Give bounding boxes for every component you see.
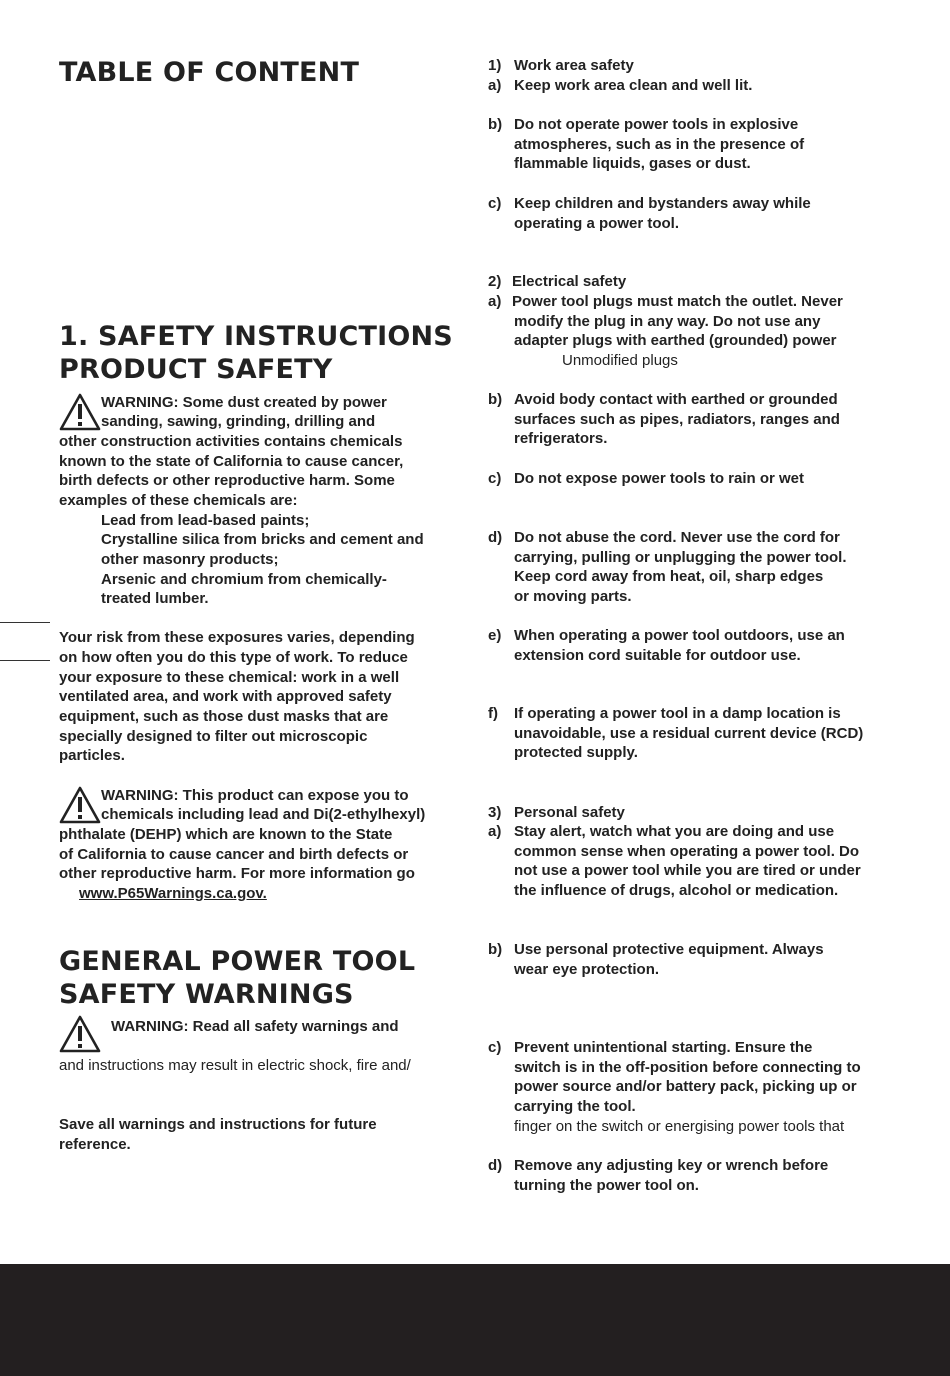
warning2-line4: of California to cause cancer and birth defects or bbox=[59, 846, 409, 863]
warning3-line: WARNING: Read all safety warnings and bbox=[111, 1018, 399, 1035]
warning1-line2: sanding, sawing, grinding, drilling and bbox=[101, 413, 376, 430]
item-text: protected supply. bbox=[514, 744, 638, 762]
warning3-regular: and instructions may result in electric shock, fire and/ bbox=[59, 1057, 411, 1074]
item-text: Use personal protective equipment. Always bbox=[514, 941, 824, 958]
item-label: c) bbox=[488, 1039, 502, 1056]
warning-triangle-icon bbox=[59, 393, 101, 431]
item-text: not use a power tool while you are tired or under bbox=[514, 862, 861, 880]
electrical-item-b bbox=[488, 390, 840, 449]
personal-item-d bbox=[488, 1156, 828, 1195]
save-note-line1: Save all warnings and instructions for future bbox=[59, 1116, 377, 1133]
risk-line6: specially designed to filter out microscopic bbox=[59, 728, 368, 745]
work-area-item-a bbox=[488, 76, 752, 96]
general-title-line1: GENERAL POWER TOOL bbox=[59, 946, 416, 977]
electrical-item-f bbox=[488, 704, 863, 763]
item-text: Avoid body contact with earthed or grounded bbox=[514, 391, 838, 408]
section-heading: Personal safety bbox=[514, 804, 625, 821]
section-number: 3) bbox=[488, 804, 502, 821]
chemical-example-1: Lead from lead-based paints; bbox=[101, 512, 310, 529]
electrical-item-a bbox=[488, 292, 843, 371]
margin-rule-top bbox=[0, 622, 50, 623]
p65-warnings-link[interactable]: www.P65Warnings.ca.gov. bbox=[79, 885, 267, 902]
risk-line7: particles. bbox=[59, 747, 125, 764]
item-label: d) bbox=[488, 1157, 503, 1174]
section-heading: Work area safety bbox=[514, 57, 634, 74]
item-text: extension cord suitable for outdoor use. bbox=[514, 646, 801, 664]
item-text: atmospheres, such as in the presence of bbox=[514, 135, 805, 153]
chemical-example-3: Arsenic and chromium from chemically- bbox=[101, 571, 387, 588]
general-title-line2: SAFETY WARNINGS bbox=[59, 979, 354, 1010]
item-text: Power tool plugs must match the outlet. Never bbox=[512, 293, 843, 310]
item-label: a) bbox=[488, 293, 502, 310]
section-number: 2) bbox=[488, 273, 502, 290]
item-label: d) bbox=[488, 529, 503, 546]
item-text: common sense when operating a power tool. Do bbox=[514, 842, 860, 860]
risk-line3: your exposure to these chemical: work in a well bbox=[59, 669, 400, 686]
warning1-line5: birth defects or other reproductive harm. Some bbox=[59, 472, 395, 489]
item-text: turning the power tool on. bbox=[514, 1176, 699, 1194]
item-text: operating a power tool. bbox=[514, 214, 680, 232]
safety-title-line2: PRODUCT SAFETY bbox=[59, 354, 333, 385]
warning2-line5: other reproductive harm. For more information go bbox=[59, 865, 415, 882]
item-label: a) bbox=[488, 823, 502, 840]
page-footer-band bbox=[0, 1264, 950, 1376]
warning2-line1: WARNING: This product can expose you to bbox=[101, 787, 409, 804]
item-text: surfaces such as pipes, radiators, ranges and bbox=[514, 410, 840, 428]
item-text: flammable liquids, gases or dust. bbox=[514, 155, 751, 173]
personal-item-c bbox=[488, 1038, 861, 1137]
item-text: adapter plugs with earthed (grounded) power bbox=[514, 332, 837, 350]
section-heading: Electrical safety bbox=[512, 273, 627, 290]
work-area-item-b bbox=[488, 115, 804, 174]
risk-line5: equipment, such as those dust masks that are bbox=[59, 708, 389, 725]
item-text: the influence of drugs, alcohol or medication. bbox=[514, 882, 839, 900]
item-text: power source and/or battery pack, picking up or bbox=[514, 1078, 857, 1096]
warning-triangle-icon bbox=[59, 786, 101, 824]
item-label: b) bbox=[488, 116, 503, 133]
item-text: wear eye protection. bbox=[514, 960, 660, 978]
electrical-heading bbox=[488, 272, 626, 292]
electrical-item-d bbox=[488, 528, 846, 607]
personal-item-b bbox=[488, 940, 824, 979]
item-text: modify the plug in any way. Do not use any bbox=[514, 312, 821, 330]
item-text: Stay alert, watch what you are doing and use bbox=[514, 823, 835, 840]
item-label: e) bbox=[488, 627, 502, 644]
item-text: Keep work area clean and well lit. bbox=[514, 77, 753, 94]
item-text: carrying, pulling or unplugging the power tool. bbox=[514, 548, 847, 566]
item-text: If operating a power tool in a damp location is bbox=[514, 705, 841, 722]
item-text-regular: Unmodified plugs bbox=[562, 352, 678, 370]
electrical-item-c bbox=[488, 469, 804, 489]
risk-line4: ventilated area, and work with approved safety bbox=[59, 688, 392, 705]
item-text-regular: finger on the switch or energising power tools that bbox=[514, 1117, 845, 1135]
work-area-item-c bbox=[488, 194, 811, 233]
chemical-example-3b: treated lumber. bbox=[101, 590, 209, 607]
toc-title: TABLE OF CONTENT bbox=[59, 57, 360, 88]
personal-item-a bbox=[488, 822, 861, 901]
risk-line1: Your risk from these exposures varies, depending bbox=[59, 629, 415, 646]
item-text: Do not operate power tools in explosive bbox=[514, 116, 799, 133]
item-text: refrigerators. bbox=[514, 430, 608, 448]
item-text: Remove any adjusting key or wrench before bbox=[514, 1157, 829, 1174]
item-text: Prevent unintentional starting. Ensure the bbox=[514, 1039, 813, 1056]
item-text: Keep cord away from heat, oil, sharp edges bbox=[514, 568, 824, 586]
item-label: b) bbox=[488, 391, 503, 408]
item-text: Do not expose power tools to rain or wet bbox=[514, 470, 805, 487]
margin-rule-bottom bbox=[0, 660, 50, 661]
item-text: carrying the tool. bbox=[514, 1098, 636, 1116]
item-text: Do not abuse the cord. Never use the cord for bbox=[514, 529, 840, 546]
item-text: When operating a power tool outdoors, use an bbox=[514, 627, 845, 644]
risk-line2: on how often you do this type of work. To reduce bbox=[59, 649, 408, 666]
electrical-item-e bbox=[488, 626, 845, 665]
warning2-line3: phthalate (DEHP) which are known to the State bbox=[59, 826, 393, 843]
chemical-example-2: Crystalline silica from bricks and cement and bbox=[101, 531, 424, 548]
safety-title-line1: 1. SAFETY INSTRUCTIONS bbox=[59, 321, 453, 352]
item-text: switch is in the off-position before connecting to bbox=[514, 1058, 861, 1076]
save-note-line2: reference. bbox=[59, 1136, 131, 1153]
warning2-line2: chemicals including lead and Di(2-ethylhexyl) bbox=[101, 806, 426, 823]
item-label: f) bbox=[488, 705, 498, 722]
warning1-line4: known to the state of California to cause cancer, bbox=[59, 453, 404, 470]
warning1-line1: WARNING: Some dust created by power bbox=[101, 394, 387, 411]
personal-heading bbox=[488, 803, 625, 823]
item-label: a) bbox=[488, 77, 502, 94]
warning-triangle-icon bbox=[59, 1015, 101, 1053]
item-label: b) bbox=[488, 941, 503, 958]
item-label: c) bbox=[488, 195, 502, 212]
item-text: Keep children and bystanders away while bbox=[514, 195, 811, 212]
item-text: or moving parts. bbox=[514, 588, 632, 606]
work-area-heading bbox=[488, 56, 634, 76]
warning1-line6: examples of these chemicals are: bbox=[59, 492, 298, 509]
section-number: 1) bbox=[488, 57, 502, 74]
chemical-example-2b: other masonry products; bbox=[101, 551, 279, 568]
item-label: c) bbox=[488, 470, 502, 487]
warning1-line3: other construction activities contains chemicals bbox=[59, 433, 403, 450]
item-text: unavoidable, use a residual current device (RCD) bbox=[514, 724, 864, 742]
